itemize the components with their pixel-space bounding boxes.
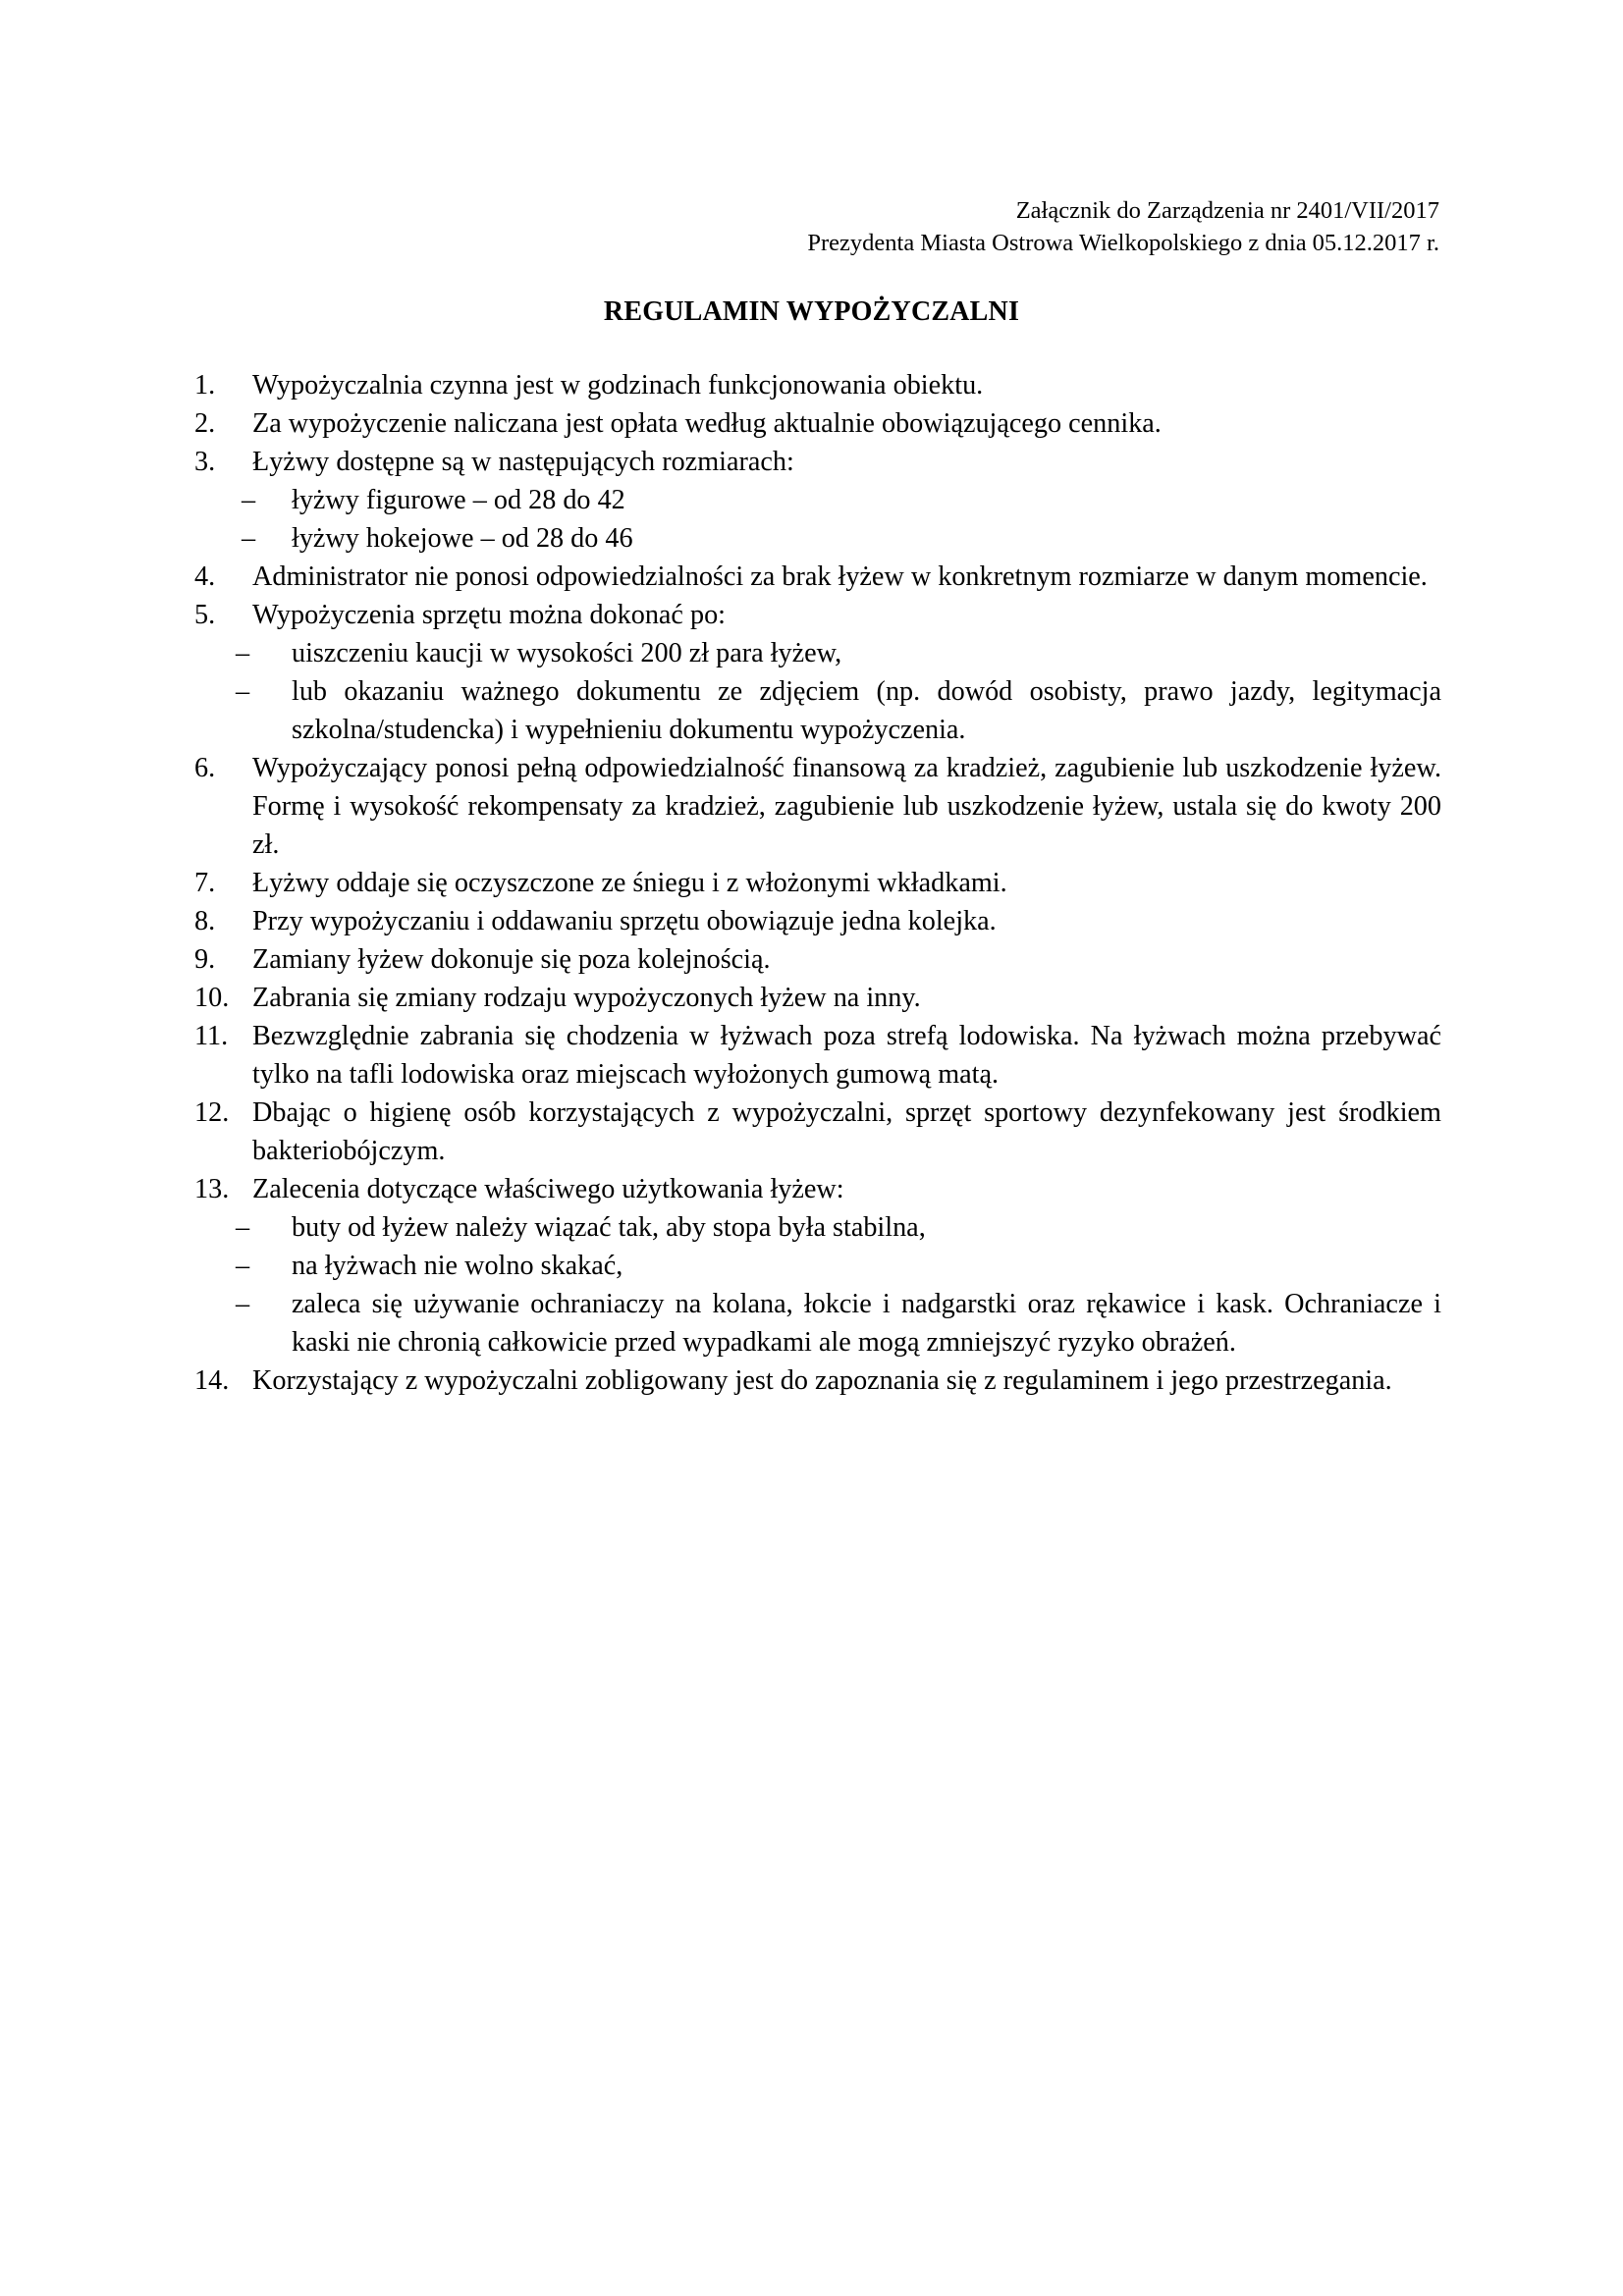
sub-item	[194, 1247, 1441, 1285]
sub-item	[194, 519, 1441, 558]
item-text: Administrator nie ponosi odpowiedzialności za brak łyżew w konkretnym rozmiarze w danym momencie.	[252, 561, 1428, 592]
item-text: Wypożyczalnia czynna jest w godzinach funkcjonowania obiektu.	[252, 370, 984, 400]
list-item-1	[194, 366, 1441, 404]
list-item-8	[194, 902, 1441, 940]
item-text: Za wypożyczenie naliczana jest opłata według aktualnie obowiązującego cennika.	[252, 408, 1162, 439]
sub-item-text: łyżwy hokejowe – od 28 do 46	[292, 523, 633, 554]
sub-item-text: na łyżwach nie wolno skakać,	[292, 1251, 623, 1281]
item-number: 6.	[194, 753, 216, 783]
item-text: Wypożyczenia sprzętu można dokonać po:	[252, 600, 726, 630]
item-number: 8.	[194, 906, 216, 936]
list-item-13	[194, 1170, 1441, 1208]
item-number: 14.	[194, 1365, 230, 1396]
sub-item-text: uiszczeniu kaucji w wysokości 200 zł para łyżew,	[292, 638, 842, 668]
dash-bullet-icon: –	[236, 1212, 250, 1243]
list-item-10	[194, 979, 1441, 1017]
item-number: 4.	[194, 561, 216, 592]
list-item-7	[194, 864, 1441, 902]
item-number: 5.	[194, 600, 216, 630]
header-line-issuer-date: Prezydenta Miasta Ostrowa Wielkopolskiego z dnia 05.12.2017 r.	[807, 230, 1439, 256]
sub-item-text: zaleca się używanie ochraniaczy na kolana, łokcie i nadgarstki oraz rękawice i kask. Ochraniacze i kaski nie chronią całkowicie przed wypadkami ale mogą zmniejszyć ryzyko obrażeń.	[292, 1289, 1441, 1358]
item-text: Zabrania się zmiany rodzaju wypożyczonych łyżew na inny.	[252, 983, 921, 1013]
list-item-4	[194, 558, 1441, 596]
document-header	[807, 194, 1439, 259]
sub-item	[194, 481, 1441, 519]
item-text: Łyżwy oddaje się oczyszczone ze śniegu i z włożonymi wkładkami.	[252, 868, 1007, 898]
item-text: Zamiany łyżew dokonuje się poza kolejnością.	[252, 944, 771, 975]
sub-item	[194, 634, 1441, 672]
item-text: Przy wypożyczaniu i oddawaniu sprzętu obowiązuje jedna kolejka.	[252, 906, 997, 936]
regulations-list	[194, 366, 1441, 1400]
sub-item-text: lub okazaniu ważnego dokumentu ze zdjęciem (np. dowód osobisty, prawo jazdy, legitymacja szkolna/studencka) i wypełnieniu dokumentu wypożyczenia.	[292, 676, 1441, 745]
sub-item-text: łyżwy figurowe – od 28 do 42	[292, 485, 625, 515]
item-text: Wypożyczający ponosi pełną odpowiedzialność finansową za kradzież, zagubienie lub uszkodzenie łyżew. Formę i wysokość rekompensaty za kradzież, zagubienie lub uszkodzenie łyżew, ustala się do kwoty 200 zł.	[252, 753, 1441, 860]
document-title: REGULAMIN WYPOŻYCZALNI	[603, 296, 1020, 327]
list-item-9	[194, 940, 1441, 979]
list-item-12	[194, 1094, 1441, 1170]
dash-bullet-icon: –	[236, 676, 250, 707]
item-text: Bezwzględnie zabrania się chodzenia w łyżwach poza strefą lodowiska. Na łyżwach można przebywać tylko na tafli lodowiska oraz miejscach wyłożonych gumową matą.	[252, 1021, 1441, 1090]
dash-bullet-icon: –	[236, 638, 250, 668]
item-number: 9.	[194, 944, 216, 975]
dash-bullet-icon: –	[242, 485, 256, 515]
sub-item	[194, 1285, 1441, 1362]
item-number: 11.	[194, 1021, 229, 1051]
item-number: 3.	[194, 447, 216, 477]
list-item-2	[194, 404, 1441, 443]
list-item-6	[194, 749, 1441, 864]
item-number: 1.	[194, 370, 216, 400]
item-number: 7.	[194, 868, 216, 898]
sub-item-text: buty od łyżew należy wiązać tak, aby stopa była stabilna,	[292, 1212, 926, 1243]
dash-bullet-icon: –	[236, 1251, 250, 1281]
list-item-14	[194, 1362, 1441, 1400]
item-text: Korzystający z wypożyczalni zobligowany jest do zapoznania się z regulaminem i jego przestrzegania.	[252, 1365, 1392, 1396]
item-text: Dbając o higienę osób korzystających z wypożyczalni, sprzęt sportowy dezynfekowany jest środkiem bakteriobójczym.	[252, 1097, 1441, 1166]
item-number: 10.	[194, 983, 230, 1013]
list-item-11	[194, 1017, 1441, 1094]
sub-item	[194, 1208, 1441, 1247]
header-line-attachment: Załącznik do Zarządzenia nr 2401/VII/2017	[1015, 197, 1439, 224]
item-number: 13.	[194, 1174, 230, 1204]
item-text: Łyżwy dostępne są w następujących rozmiarach:	[252, 447, 794, 477]
item-text: Zalecenia dotyczące właściwego użytkowania łyżew:	[252, 1174, 844, 1204]
item-number: 12.	[194, 1097, 230, 1128]
dash-bullet-icon: –	[236, 1289, 250, 1319]
sub-item	[194, 672, 1441, 749]
dash-bullet-icon: –	[242, 523, 256, 554]
list-item-3	[194, 443, 1441, 481]
list-item-5	[194, 596, 1441, 634]
item-number: 2.	[194, 408, 216, 439]
